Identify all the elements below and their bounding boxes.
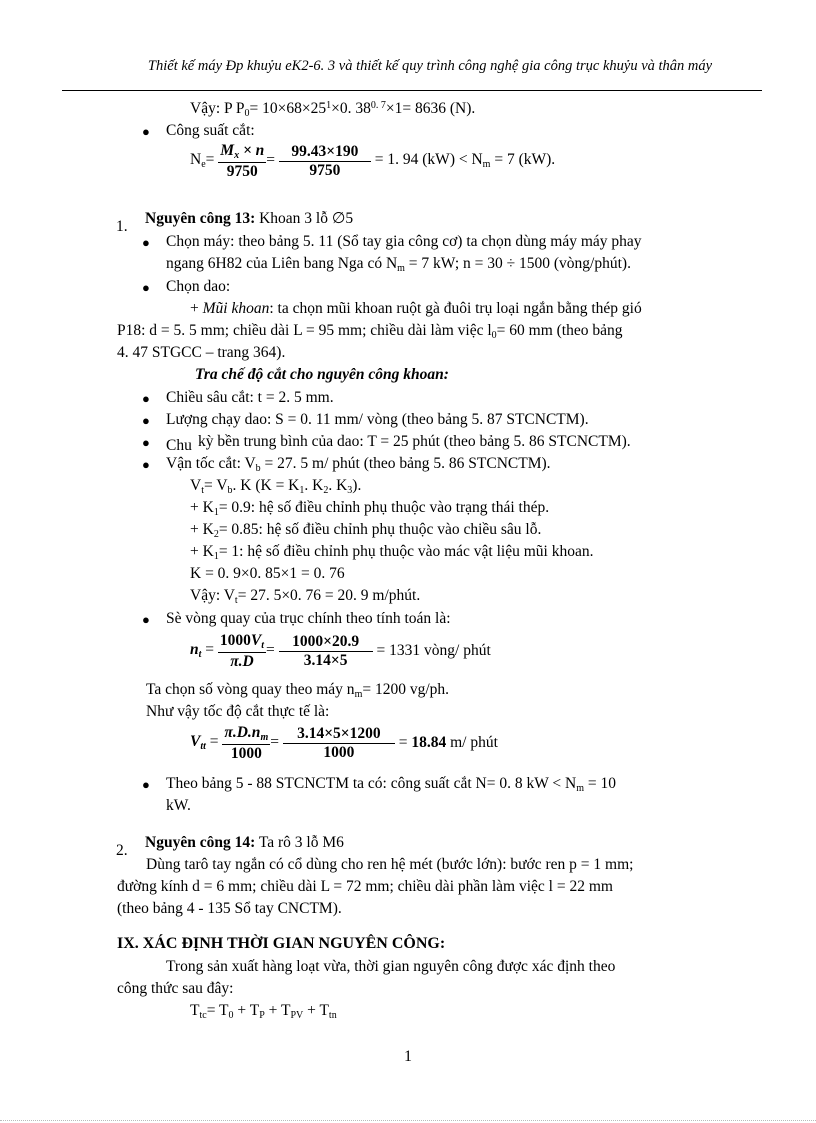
spindle-speed-formula: $n_t$ = $\frac{1000V_t}{\pi.D}$ = $\frac{1000\times 20.9}{3.14\times 5}$ = 1331 vòng/ phút [190,632,491,670]
section-13-title: Nguyên công 13: Khoan 3 lỗ ∅5 [145,210,354,227]
k3-line: + $K_1= 1$: hệ số điều chỉnh phụ thuộc vào mác vật liệu mũi khoan. [190,543,594,562]
bullet: ● [142,124,150,139]
actual-speed-label: Như vậy tốc độ cắt thực tế là: [146,703,330,720]
machine-speed-line: Ta chọn số vòng quay theo máy $n_m= 1200$ vg/ph. [146,681,450,700]
depth-of-cut: Chiều sâu cắt: t = 2. 5 mm. [166,389,334,406]
drill-bit-line: + Mũi khoan: ta chọn mũi khoan ruột gà đuôi trụ loại ngắn bằng thép gió [190,300,642,317]
page-number: 1 [404,1048,412,1065]
force-result-line: Vậy: P $P_0= 10\times 68\times 25^1\times 0$. $38^{0. 7}\times 1= 8636$ (N). [190,100,476,119]
tool-selection-label: Chọn dao: [166,278,231,295]
k2-line: + $K_2= 0.85$: hệ số điều chỉnh phụ thuộc vào chiều sâu lỗ. [190,521,542,540]
power-formula: $N_e=$ $\frac{M_x \times n}{9750}$ = $\frac{99.43\times 190}{9750}$ = 1. 94 $(kW) < N_m = 7$ (kW). [190,142,556,180]
bullet: ● [142,280,150,295]
cutting-speed: Vận tốc cắt: $V_b = 27$. 5 m/ phút (theo bảng 5. 86 STCNCTM). [166,455,551,474]
k1-line: + $K_1= 0.9$: hệ số điều chỉnh phụ thuộc vào trạng thái thép. [190,499,550,518]
section-13-number: 1. [116,218,128,235]
bullet: ● [142,435,150,450]
spindle-speed-label: Sè vòng quay của trục chính theo tính toán là: [166,610,451,627]
section-ix-para-line1: Trong sản xuất hàng loạt vừa, thời gian nguyên công được xác định theo [166,958,616,975]
bullet: ● [142,413,150,428]
k-total: K = 0. 9×0. 85×1 = 0. 76 [190,565,345,582]
power-check-line2: kW. [166,797,191,814]
section-14-title: Nguyên công 14: Ta rô 3 lỗ M6 [145,834,344,851]
section-ix-para-line2: công thức sau đây: [117,980,234,997]
section-ix-heading: IX. XÁC ĐỊNH THỜI GIAN NGUYÊN CÔNG: [117,935,446,952]
tap-spec-line1: Dùng tarô tay ngắn có cổ dùng cho ren hệ mét (bước lớn): bước ren p = 1 mm; [146,856,634,873]
bullet: ● [142,777,150,792]
bullet: ● [142,391,150,406]
tap-spec-line3: (theo bảng 4 - 135 Sổ tay CNCTM). [117,900,342,917]
vt-formula: $V_t= V_b$. K ($K = K_1$. $K_2$. $K_3$). [190,477,362,496]
section-14-number: 2. [116,842,128,859]
header-rule [62,90,762,91]
cutting-mode-heading: Tra chế độ cắt cho nguyên công khoan: [195,366,449,383]
bullet: ● [142,457,150,472]
drill-spec-ref: 4. 47 STGCC – trang 364). [117,344,286,361]
page-header: Thiết kế máy Đp khuỷu eK2-6. 3 và thiết kế quy trình công nghệ gia công trục khuỷu và thân máy [147,58,713,74]
vt-result: Vậy: $V_t= 27$. 5×0. 76 = 20. 9 m/phút. [190,587,421,606]
bullet: ● [142,612,150,627]
tool-life-prefix: Chu [166,437,192,454]
actual-speed-formula: $V_{tt}$ = $\frac{\pi.D.n_m}{1000}$ = $\frac{3.14\times 5\times 1200}{1000}$ = 18.84 m/ phút [190,724,498,762]
page-bottom-border [0,1120,816,1121]
tool-life: kỳ bền trung bình của dao: T = 25 phút (theo bảng 5. 86 STCNCTM). [198,433,631,450]
machine-selection-line2: ngang 6H82 của Liên bang Nga có $N_m = 7$ kW; n = 30 ÷ 1500 (vòng/phút). [166,255,631,274]
power-check-line1: Theo bảng 5 - 88 STCNCTM ta có: công suất cắt N= 0. 8 kW < $N_m = 10$ [166,775,617,794]
feed-rate: Lượng chạy dao: S = 0. 11 mm/ vòng (theo bảng 5. 87 STCNCTM). [166,411,589,428]
bullet: ● [142,235,150,250]
drill-spec-line: P18: d = 5. 5 mm; chiều dài L = 95 mm; chiều dài làm việc $l_0= 60$ mm (theo bảng [117,322,623,341]
machine-selection-line1: Chọn máy: theo bảng 5. 11 (Sổ tay gia công cơ) ta chọn dùng máy máy phay [166,233,642,250]
tap-spec-line2: đường kính d = 6 mm; chiều dài L = 72 mm; chiều dài phần làm việc l = 22 mm [117,878,613,895]
time-formula: $T_{tc}= T_0 + T_P + T_{PV} + T_{tn}$ [190,1002,337,1021]
cutting-power-label: Công suất cắt: [166,122,255,139]
